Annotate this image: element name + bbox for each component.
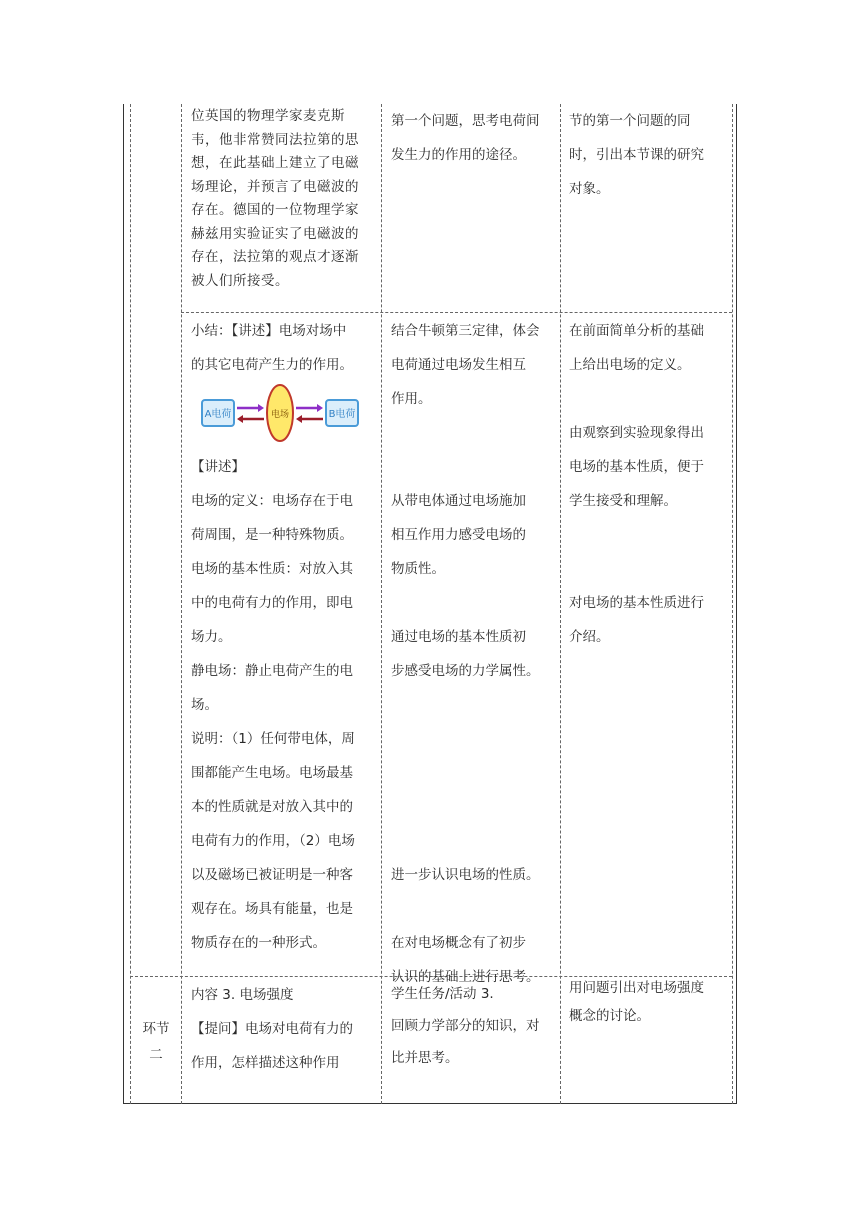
text-line: 围都能产生电场。电场最基	[191, 765, 353, 781]
text-line: 节的第一个问题的同	[569, 113, 691, 129]
text-line: 赫兹用实验证实了电磁波的	[191, 225, 359, 242]
text-line: 上给出电场的定义。	[569, 357, 691, 373]
text-line: 中的电荷有力的作用，即电	[191, 595, 353, 611]
text-line: 环节	[142, 1021, 170, 1037]
text-line: 场。	[191, 697, 218, 713]
text-line: 韦，他非常赞同法拉第的思	[191, 131, 359, 148]
text-line: 结合牛顿第三定律，体会	[391, 323, 540, 339]
text-line: 在对电场概念有了初步	[391, 935, 526, 951]
field-interaction-diagram	[200, 382, 360, 444]
text-line: 概念的讨论。	[569, 1008, 650, 1024]
row1-student-cell	[391, 104, 557, 172]
arrow-left-1-head	[237, 415, 243, 423]
text-line: 小结：【讲述】电场对场中	[191, 323, 347, 339]
text-line: 对电场的基本性质进行	[569, 595, 704, 611]
text-line: 电场的定义：电场存在于电	[191, 493, 353, 509]
text-line: 步感受电场的力学属性。	[391, 663, 540, 679]
text-line: 电场的基本性质：对放入其	[191, 561, 353, 577]
text-line: 说明：（1）任何带电体，周	[191, 731, 355, 747]
text-line: 在前面简单分析的基础	[569, 323, 704, 339]
text-line: 学生任务/活动 3.	[391, 986, 494, 1002]
text-line: 时，引出本节课的研究	[569, 147, 704, 163]
text-line: 荷周围，是一种特殊物质。	[191, 527, 353, 543]
text-line: 电荷有力的作用，（2）电场	[191, 833, 355, 849]
text-line: 作用，怎样描述这种作用	[191, 1055, 340, 1071]
text-line: 被人们所接受。	[191, 272, 289, 289]
text-line: 内容 3. 电场强度	[191, 987, 294, 1003]
text-line: 相互作用力感受电场的	[391, 527, 526, 543]
row2-content-top	[191, 314, 377, 382]
row-divider-1	[181, 312, 732, 313]
row1-intent-cell	[569, 104, 729, 206]
column-divider-2	[381, 104, 382, 1104]
text-line: 位英国的物理学家麦克斯	[191, 108, 345, 124]
text-line: 进一步认识电场的性质。	[391, 867, 540, 883]
text-line: 对象。	[569, 181, 610, 197]
row1-content-cell	[191, 105, 376, 293]
text-line: 第一个问题，思考电荷间	[391, 113, 540, 129]
text-line: 从带电体通过电场施加	[391, 493, 526, 509]
text-line: 静电场：静止电荷产生的电	[191, 663, 353, 679]
row3-content-cell	[191, 978, 377, 1080]
text-line: 【讲述】	[191, 459, 245, 475]
text-line: 介绍。	[569, 629, 610, 645]
column-divider-3	[560, 104, 561, 1104]
text-line: 电荷通过电场发生相互	[391, 357, 526, 373]
inner-left-border	[130, 104, 131, 1104]
text-line: 以及磁场已被证明是一种客	[191, 867, 353, 883]
text-line: 观存在。场具有能量，也是	[191, 901, 353, 917]
row2-student-cell	[391, 314, 557, 994]
text-line: 物质性。	[391, 561, 445, 577]
text-line: 想，在此基础上建立了电磁	[191, 155, 359, 171]
text-line: 二	[149, 1047, 163, 1063]
text-line: 【提问】电场对电荷有力的	[191, 1021, 353, 1037]
a-charge-label: A电荷	[204, 409, 232, 420]
text-line: 通过电场的基本性质初	[391, 629, 526, 645]
column-divider-1	[181, 104, 182, 1104]
text-line: 回顾力学部分的知识，对	[391, 1018, 540, 1034]
stage-label	[132, 1016, 180, 1068]
electric-field-label: 电场	[270, 410, 290, 420]
text-line: 物质存在的一种形式。	[191, 935, 326, 951]
arrow-left-2-head	[296, 415, 302, 423]
row2-content-bottom	[191, 450, 377, 960]
text-line: 存在，法拉第的观点才逐渐	[191, 249, 359, 265]
text-line: 场力。	[191, 629, 232, 645]
arrow-right-1-head	[258, 404, 264, 412]
text-line: 的其它电荷产生力的作用。	[191, 357, 353, 373]
text-line: 作用。	[391, 391, 432, 407]
text-line: 用问题引出对电场强度	[569, 980, 704, 996]
row2-intent-cell	[569, 314, 729, 654]
text-line: 认识的基础上进行思考。	[391, 969, 540, 985]
text-line: 本的性质就是对放入其中的	[191, 799, 353, 815]
text-line: 存在。德国的一位物理学家	[191, 202, 359, 218]
row3-intent-cell	[569, 974, 729, 1030]
text-line: 电场的基本性质，便于	[569, 459, 704, 475]
b-charge-label: B电荷	[328, 409, 356, 420]
text-line: 发生力的作用的途径。	[391, 147, 526, 163]
text-line: 由观察到实验现象得出	[569, 425, 704, 441]
text-line: 比并思考。	[391, 1050, 459, 1066]
inner-right-border	[732, 104, 733, 1104]
row3-student-cell	[391, 978, 557, 1074]
text-line: 场理论，并预言了电磁波的	[191, 178, 359, 195]
arrow-right-2-head	[317, 404, 323, 412]
text-line: 学生接受和理解。	[569, 493, 677, 509]
